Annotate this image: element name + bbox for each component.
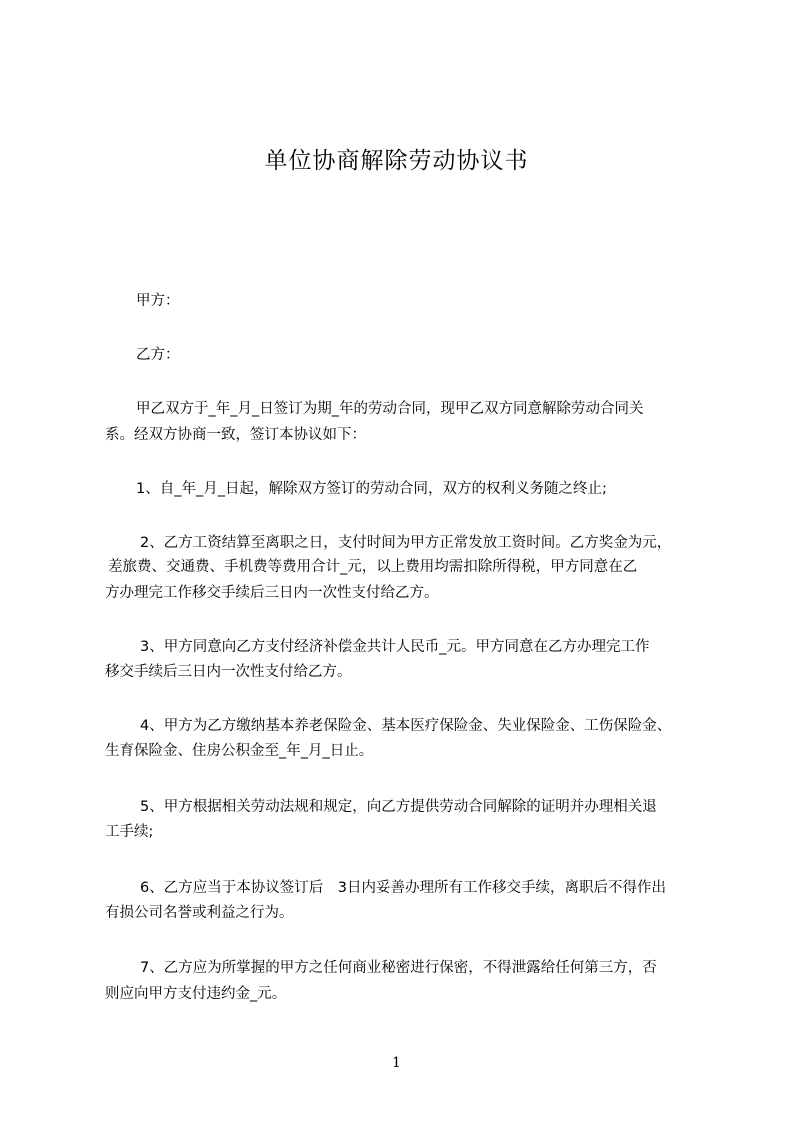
clause-line: 4、甲方为乙方缴纳基本养老保险金、基本医疗保险金、失业保险金、工伤保险金、	[140, 718, 672, 734]
clause-line: 方办理完工作移交手续后三日内一次性支付给乙方。	[105, 585, 439, 601]
clause-line: 移交手续后三日内一次性支付给乙方。	[105, 664, 352, 680]
page-number: 1	[392, 1055, 401, 1071]
party-b-label: 乙方：	[136, 347, 180, 363]
clause-line: 7、乙方应为所掌握的甲方之任何商业秘密进行保密，不得泄露给任何第三方，否	[140, 960, 657, 976]
intro-line: 甲乙双方于_年_月_日签订为期_年的劳动合同，现甲乙双方同意解除劳动合同关	[136, 401, 644, 417]
clause-line: 6、乙方应当于本协议签订后 3日内妥善办理所有工作移交手续，离职后不得作出	[140, 880, 666, 896]
clause-line: 1、自_年_月_日起，解除双方签订的劳动合同，双方的权利义务随之终止;	[136, 481, 607, 497]
clause-line: 差旅费、交通费、手机费等费用合计_元，以上费用均需扣除所得税，甲方同意在乙	[108, 559, 638, 575]
clause-line: 5、甲方根据相关劳动法规和规定，向乙方提供劳动合同解除的证明并办理相关退	[140, 799, 657, 815]
party-a-label: 甲方：	[136, 293, 180, 309]
clause-line: 2、乙方工资结算至离职之日，支付时间为甲方正常发放工资时间。乙方奖金为元，	[140, 535, 672, 551]
clause-line: 则应向甲方支付违约金_元。	[105, 986, 287, 1002]
intro-line: 系。经双方协商一致，签订本协议如下：	[105, 427, 366, 443]
clause-line: 生育保险金、住房公积金至_年_月_日止。	[105, 743, 374, 759]
clause-line: 有损公司名誉或利益之行为。	[105, 905, 294, 921]
clause-line: 工手续;	[105, 824, 154, 840]
document-title: 单位协商解除劳动协议书	[264, 148, 529, 174]
clause-line: 3、甲方同意向乙方支付经济补偿金共计人民币_元。甲方同意在乙方办理完工作	[140, 639, 650, 655]
